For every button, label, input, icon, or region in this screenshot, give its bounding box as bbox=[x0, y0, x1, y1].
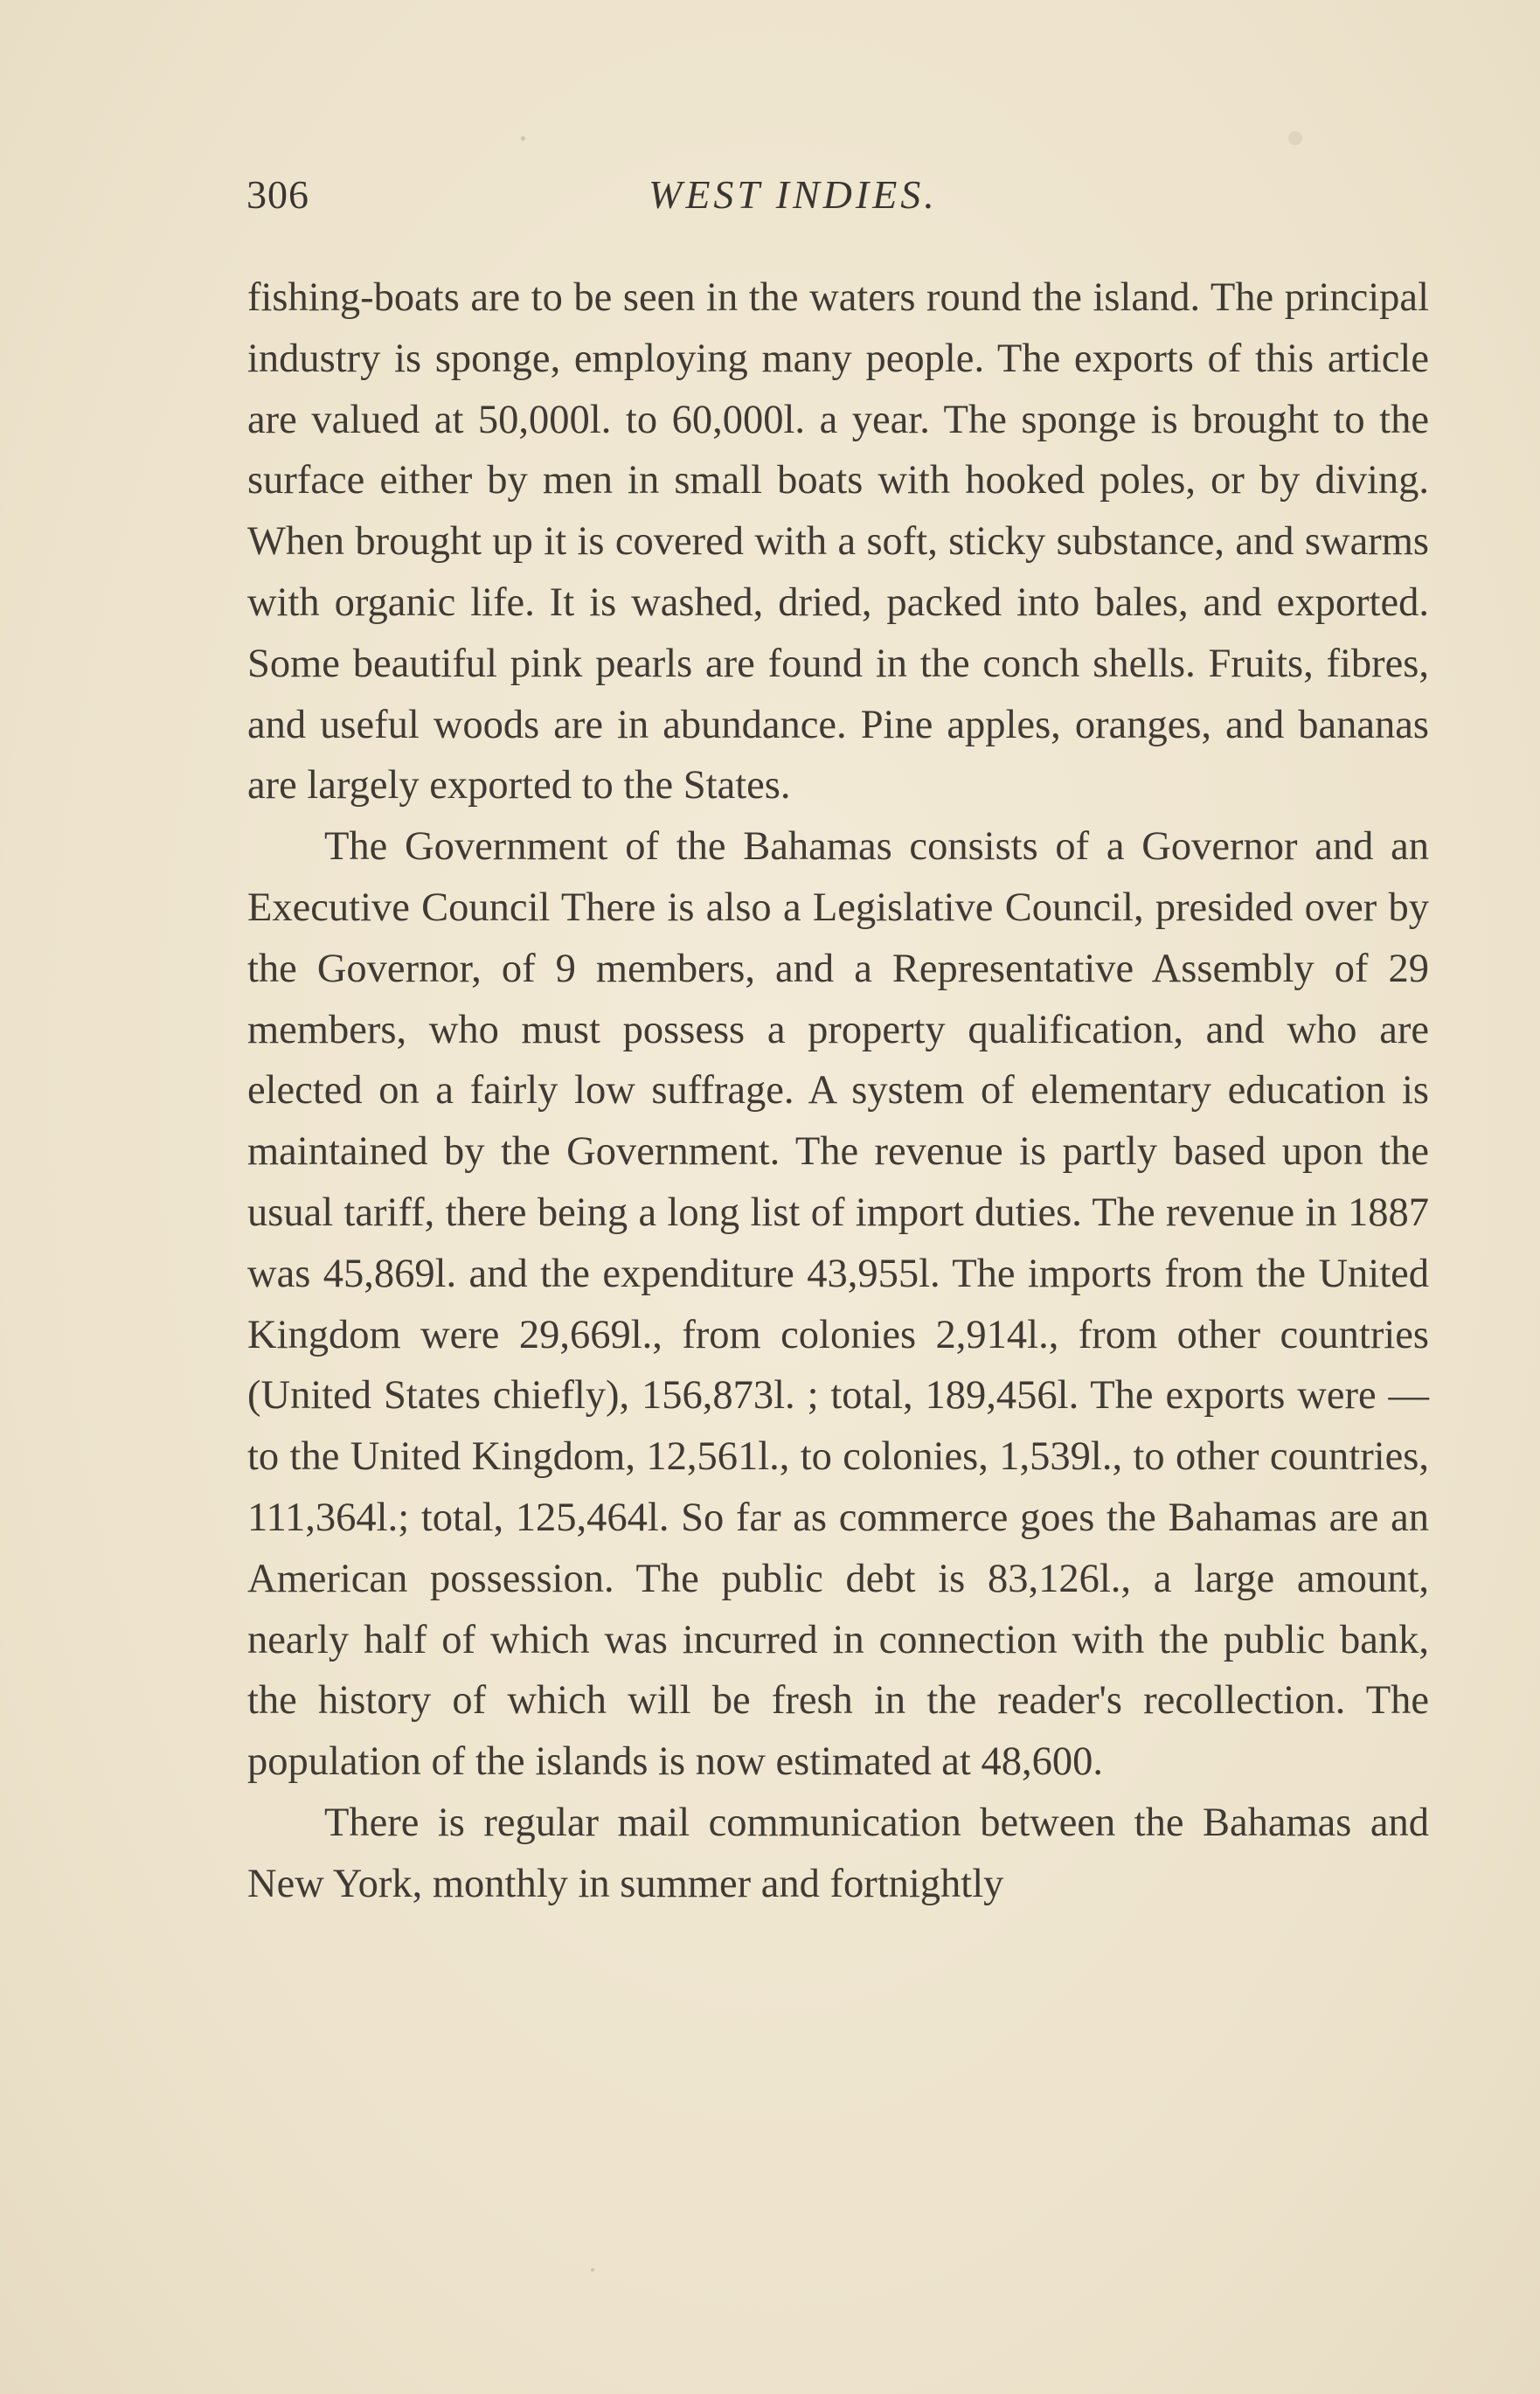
body-text bbox=[247, 267, 1429, 1915]
page-number: 306 bbox=[246, 172, 309, 217]
paragraph-government: The Government of the Bahamas consists of a Governor and an Executive Council There is also a Legislative Council, presided over by the Governor, of 9 members, and a Representative Assembly of 29 members, who must possess a property qualification, and who are elected on a fairly low suffrage. A system of elementary education is maintained by the Government. The revenue is partly based upon the usual tariff, there being a long list of import duties. The revenue in 1887 was 45,869l. and the expenditure 43,955l. The imports from the United Kingdom were 29,669l., from colonies 2,914l., from other countries (United States chiefly), 156,873l. ; total, 189,456l. The exports were —to the United Kingdom, 12,561l., to colonies, 1,539l., to other countries, 111,364l.; total, 125,464l. So far as commerce goes the Bahamas are an American possession. The public debt is 83,126l., a large amount, nearly half of which was incurred in connection with the public bank, the history of which will be fresh in the reader's recollection. The population of the islands is now estimated at 48,600. bbox=[247, 824, 1429, 1785]
paragraph-mail-communication: There is regular mail communication between the Bahamas and New York, monthly in summer and fortnightly bbox=[247, 1800, 1429, 1906]
paragraph-sponge-industry: fishing-boats are to be seen in the waters round the island. The principal industry is sponge, employing many people. The exports of this article are valued at 50,000l. to 60,000l. a year. The sponge is brought to the surface either by men in small boats with hooked poles, or by diving. When brought up it is covered with a soft, sticky substance, and swarms with organic life. It is washed, dried, packed into bales, and exported. Some beautiful pink pearls are found in the conch shells. Fruits, fibres, and useful woods are in abundance. Pine apples, oranges, and bananas are largely exported to the States. bbox=[247, 275, 1429, 808]
paper-speck bbox=[1288, 131, 1302, 145]
running-title: WEST INDIES. bbox=[649, 172, 938, 217]
paper-speck bbox=[521, 136, 525, 141]
page-header bbox=[246, 164, 1428, 226]
paper-speck bbox=[591, 2268, 594, 2272]
